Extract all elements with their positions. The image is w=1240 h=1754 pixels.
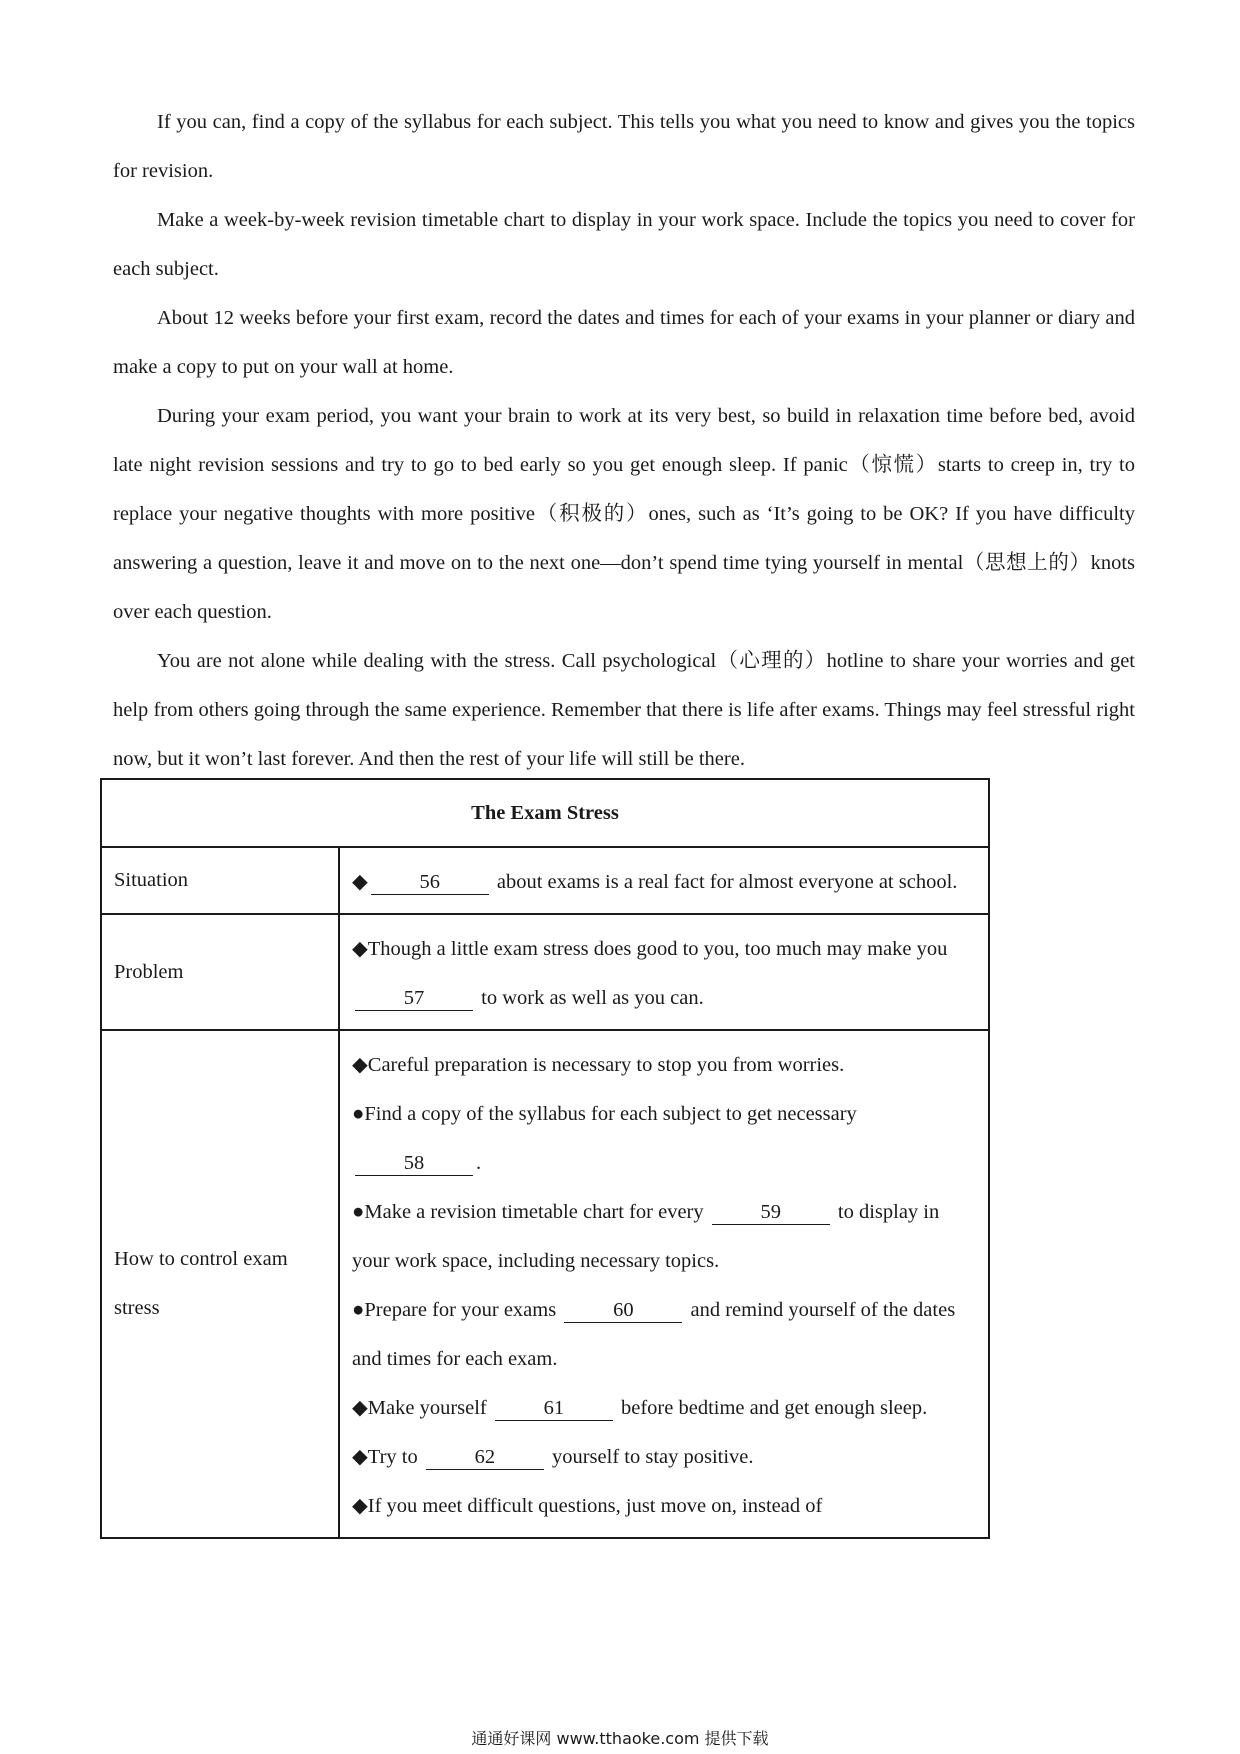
paragraph-timetable: Make a week-by-week revision timetable chart to display in your work space. Include the topics you need to cover for each subject.: [113, 209, 1135, 280]
blank-58[interactable]: 58: [355, 1151, 473, 1176]
row-content-problem: ◆Though a little exam stress does good to you, too much may make you 57 to work as well as you can.: [339, 914, 989, 1030]
control-line-preparation: ◆Careful preparation is necessary to stop you from worries.: [352, 1054, 845, 1076]
blank-59[interactable]: 59: [712, 1200, 830, 1225]
table-title: The Exam Stress: [101, 779, 989, 847]
control-line-positive: ◆Try to 62 yourself to stay positive.: [352, 1446, 754, 1468]
summary-table: [100, 778, 990, 1539]
blank-60[interactable]: 60: [564, 1298, 682, 1323]
passage: [113, 98, 1135, 784]
page-footer: 通通好课网 www.tthaoke.com 提供下载: [471, 1729, 769, 1748]
table-row-problem: [101, 914, 989, 1030]
blank-57[interactable]: 57: [355, 986, 473, 1011]
table-row-control: [101, 1030, 989, 1538]
control-line-sleep: ◆Make yourself 61 before bedtime and get enough sleep.: [352, 1397, 928, 1419]
control-line-dates: ●Prepare for your exams 60 and remind yourself of the dates and times for each exam.: [352, 1299, 956, 1370]
blank-61[interactable]: 61: [495, 1396, 613, 1421]
paragraph-exam-dates: About 12 weeks before your first exam, record the dates and times for each of your exams in your planner or diary and make a copy to put on your wall at home.: [113, 307, 1135, 378]
control-line-difficult: ◆If you meet difficult questions, just move on, instead of: [352, 1495, 823, 1517]
blank-56[interactable]: 56: [371, 870, 489, 895]
row-content-situation: ◆ 56 about exams is a real fact for almost everyone at school.: [339, 847, 989, 914]
row-content-control: [339, 1030, 989, 1538]
blank-62[interactable]: 62: [426, 1445, 544, 1470]
row-label-control: How to control exam stress: [101, 1030, 339, 1538]
paragraph-not-alone: You are not alone while dealing with the stress. Call psychological（心理的）hotline to share your worries and get help from others going through the same experience. Remember that there is life after exams. Things may feel stressful right now, but it won’t last forever. And then the rest of your life will still be there.: [113, 650, 1135, 770]
control-line-syllabus: ●Find a copy of the syllabus for each subject to get necessary 58 .: [352, 1103, 857, 1174]
paragraph-exam-period: During your exam period, you want your brain to work at its very best, so build in relaxation time before bed, avoid late night revision sessions and try to go to bed early so you get enough sleep. If panic（惊慌）starts to creep in, try to replace your negative thoughts with more positive（积极的）ones, such as ‘It’s going to be OK? If you have difficulty answering a question, leave it and move on to the next one—don’t spend time tying yourself in mental（思想上的）knots over each question.: [113, 405, 1135, 623]
control-line-timetable: ●Make a revision timetable chart for every 59 to display in your work space, including necessary topics.: [352, 1201, 940, 1272]
table-row-situation: [101, 847, 989, 914]
row-label-situation: Situation: [101, 847, 339, 914]
row-label-problem: Problem: [101, 914, 339, 1030]
paragraph-syllabus: If you can, find a copy of the syllabus for each subject. This tells you what you need to know and gives you the topics for revision.: [113, 111, 1135, 182]
